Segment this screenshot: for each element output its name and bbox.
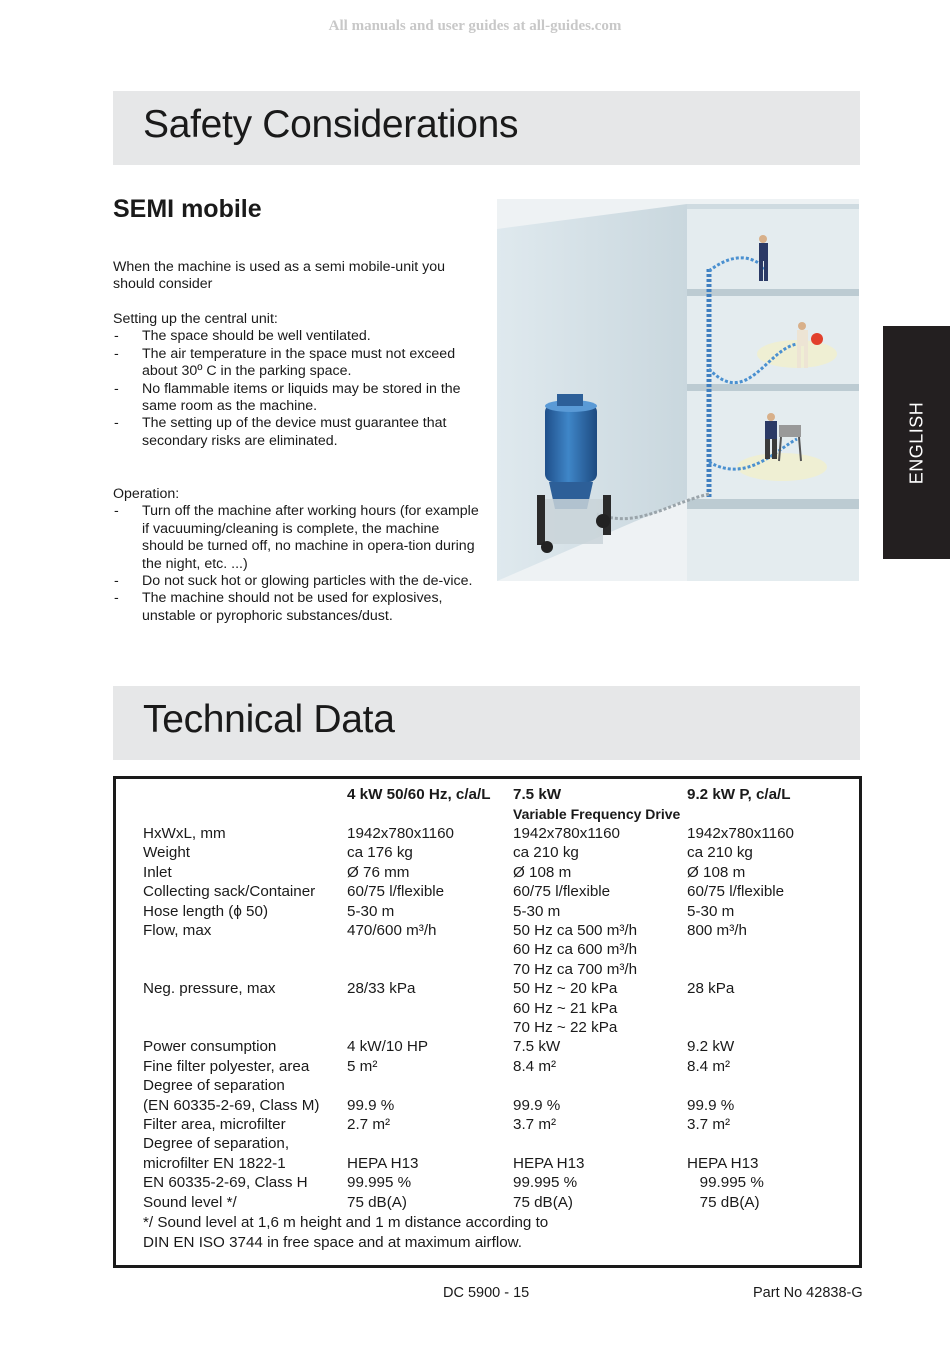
table-cell: 28/33 kPa xyxy=(347,980,416,998)
floor-slab-2 xyxy=(687,384,859,391)
table-cell: 75 dB(A) xyxy=(687,1193,760,1211)
language-tab xyxy=(883,326,950,559)
operation-label: Operation: xyxy=(113,486,180,502)
table-cell: 75 dB(A) xyxy=(513,1193,573,1211)
operation-list xyxy=(113,503,483,625)
list-item: - The machine should not be used for explosives, unstable or pyrophoric substances/dust. xyxy=(113,590,483,625)
table-cell: 70 Hz ~ 22 kPa xyxy=(513,1019,618,1036)
table-cell: HEPA H13 xyxy=(687,1154,759,1172)
language-tab-label: ENGLISH xyxy=(906,401,926,484)
table-cell: 5-30 m xyxy=(513,902,561,920)
setup-label: Setting up the central unit: xyxy=(113,311,278,327)
row-label: Power consumption xyxy=(143,1038,277,1056)
table-cell: 5 m² xyxy=(347,1057,378,1075)
table-cell: ca 210 kg xyxy=(513,844,579,862)
operation-block xyxy=(113,486,483,625)
row-label: Flow, max xyxy=(143,922,212,939)
column-header: 7.5 kW xyxy=(513,786,562,803)
part-number: Part No 42838-G xyxy=(753,1285,863,1301)
table-cell: 60 Hz ~ 21 kPa xyxy=(513,999,618,1017)
table-cell: 99.9 % xyxy=(687,1096,735,1114)
table-cell: 60/75 l/flexible xyxy=(347,883,445,901)
row-label: Inlet xyxy=(143,863,172,881)
row-label: Neg. pressure, max xyxy=(143,980,276,998)
setup-list xyxy=(113,328,483,450)
footnote-line: */ Sound level at 1,6 m height and 1 m distance according to xyxy=(143,1214,549,1231)
table-cell: Ø 108 m xyxy=(513,863,572,881)
table-cell: 1942x780x1160 xyxy=(513,825,620,842)
list-item: - The air temperature in the space must not exceed about 30º C in the parking space. xyxy=(113,346,483,381)
table-cell: 2.7 m² xyxy=(347,1116,391,1133)
table-cell: 3.7 m² xyxy=(513,1116,557,1133)
table-cell: 7.5 kW xyxy=(513,1038,561,1056)
table-cell: HEPA H13 xyxy=(513,1154,585,1172)
table-cell: 5-30 m xyxy=(347,902,395,920)
table-cell: 60/75 l/flexible xyxy=(513,883,611,901)
row-label: Hose length (ϕ 50) xyxy=(143,902,269,920)
table-cell: ca 210 kg xyxy=(687,844,753,862)
list-item: - Do not suck hot or glowing particles with the de-vice. xyxy=(113,573,483,590)
list-item: - Turn off the machine after working hours (for example if vacuuming/cleaning is complete, the machine should be turned off, no machine in opera-tion during the night, etc. ...) xyxy=(113,503,483,573)
list-item: - No flammable items or liquids may be stored in the same room as the machine. xyxy=(113,381,483,416)
table-cell: 75 dB(A) xyxy=(347,1193,407,1211)
semi-mobile-illustration xyxy=(497,199,859,581)
table-cell: HEPA H13 xyxy=(347,1154,419,1172)
row-label: HxWxL, mm xyxy=(143,825,226,842)
section-title: Safety Considerations xyxy=(143,103,519,146)
table-cell: Ø 108 m xyxy=(687,863,746,881)
column-header: 4 kW 50/60 Hz, c/a/L xyxy=(347,786,491,803)
footnote xyxy=(143,1213,548,1252)
table-cell: 99.995 % xyxy=(347,1174,412,1192)
row-label: (EN 60335-2-69, Class M) xyxy=(143,1096,320,1114)
table-cell: 60 Hz ca 600 m³/h xyxy=(513,941,638,959)
table-cell: 8.4 m² xyxy=(513,1057,557,1075)
column-subheader: Variable Frequency Drive xyxy=(513,806,681,822)
table-cell: 9.2 kW xyxy=(687,1038,735,1056)
setup-block xyxy=(113,311,483,450)
table-cell: ca 176 kg xyxy=(347,844,413,862)
list-item: - The setting up of the device must guarantee that secondary risks are eliminated. xyxy=(113,415,483,450)
table-cell: 99.995 % xyxy=(513,1174,578,1192)
row-label: Degree of separation xyxy=(143,1077,285,1095)
table-cell: 8.4 m² xyxy=(687,1057,731,1075)
row-label: Filter area, microfilter xyxy=(143,1116,286,1133)
intro-text xyxy=(113,259,483,294)
table-cell: 99.995 % xyxy=(687,1174,764,1192)
table-cell: 5-30 m xyxy=(687,902,735,920)
table-cell: 4 kW/10 HP xyxy=(347,1038,429,1056)
row-label: EN 60335-2-69, Class H xyxy=(143,1174,308,1192)
table-cell: Ø 76 mm xyxy=(347,863,410,881)
row-label: microfilter EN 1822-1 xyxy=(143,1154,286,1172)
technical-data-table xyxy=(113,776,862,1268)
section-header-safety xyxy=(113,91,860,165)
subtitle: SEMI mobile xyxy=(113,195,262,223)
column-header: 9.2 kW P, c/a/L xyxy=(687,786,791,803)
row-label: Weight xyxy=(143,844,190,862)
floor-slab-3 xyxy=(687,499,859,509)
table-cell: 50 Hz ~ 20 kPa xyxy=(513,980,618,998)
table-cell: 3.7 m² xyxy=(687,1116,731,1133)
table-cell: 800 m³/h xyxy=(687,922,747,939)
floor-slab-1 xyxy=(687,289,859,296)
table-cell: 1942x780x1160 xyxy=(347,825,454,842)
table-cell: 60/75 l/flexible xyxy=(687,883,785,901)
table-cell: 99.9 % xyxy=(513,1096,561,1114)
footnote-line: DIN EN ISO 3744 in free space and at maximum airflow. xyxy=(143,1233,523,1251)
row-label: Degree of separation, xyxy=(143,1135,290,1153)
row-label: Sound level */ xyxy=(143,1193,237,1211)
watermark: All manuals and user guides at all-guides.com xyxy=(328,18,622,34)
section-title: Technical Data xyxy=(143,698,395,741)
table-cell: 50 Hz ca 500 m³/h xyxy=(513,922,638,939)
table-cell: 70 Hz ca 700 m³/h xyxy=(513,960,638,978)
table-cell: 470/600 m³/h xyxy=(347,922,437,939)
row-label: Fine filter polyester, area xyxy=(143,1057,310,1075)
intro-paragraph: When the machine is used as a semi mobile-unit you should consider xyxy=(113,259,445,293)
table-cell: 1942x780x1160 xyxy=(687,825,794,842)
table-cell: 28 kPa xyxy=(687,980,735,998)
page-number: DC 5900 - 15 xyxy=(443,1285,530,1301)
table-cell: 99.9 % xyxy=(347,1096,395,1114)
row-label: Collecting sack/Container xyxy=(143,883,316,901)
section-header-technical xyxy=(113,686,860,760)
list-item: - The space should be well ventilated. xyxy=(113,328,483,345)
